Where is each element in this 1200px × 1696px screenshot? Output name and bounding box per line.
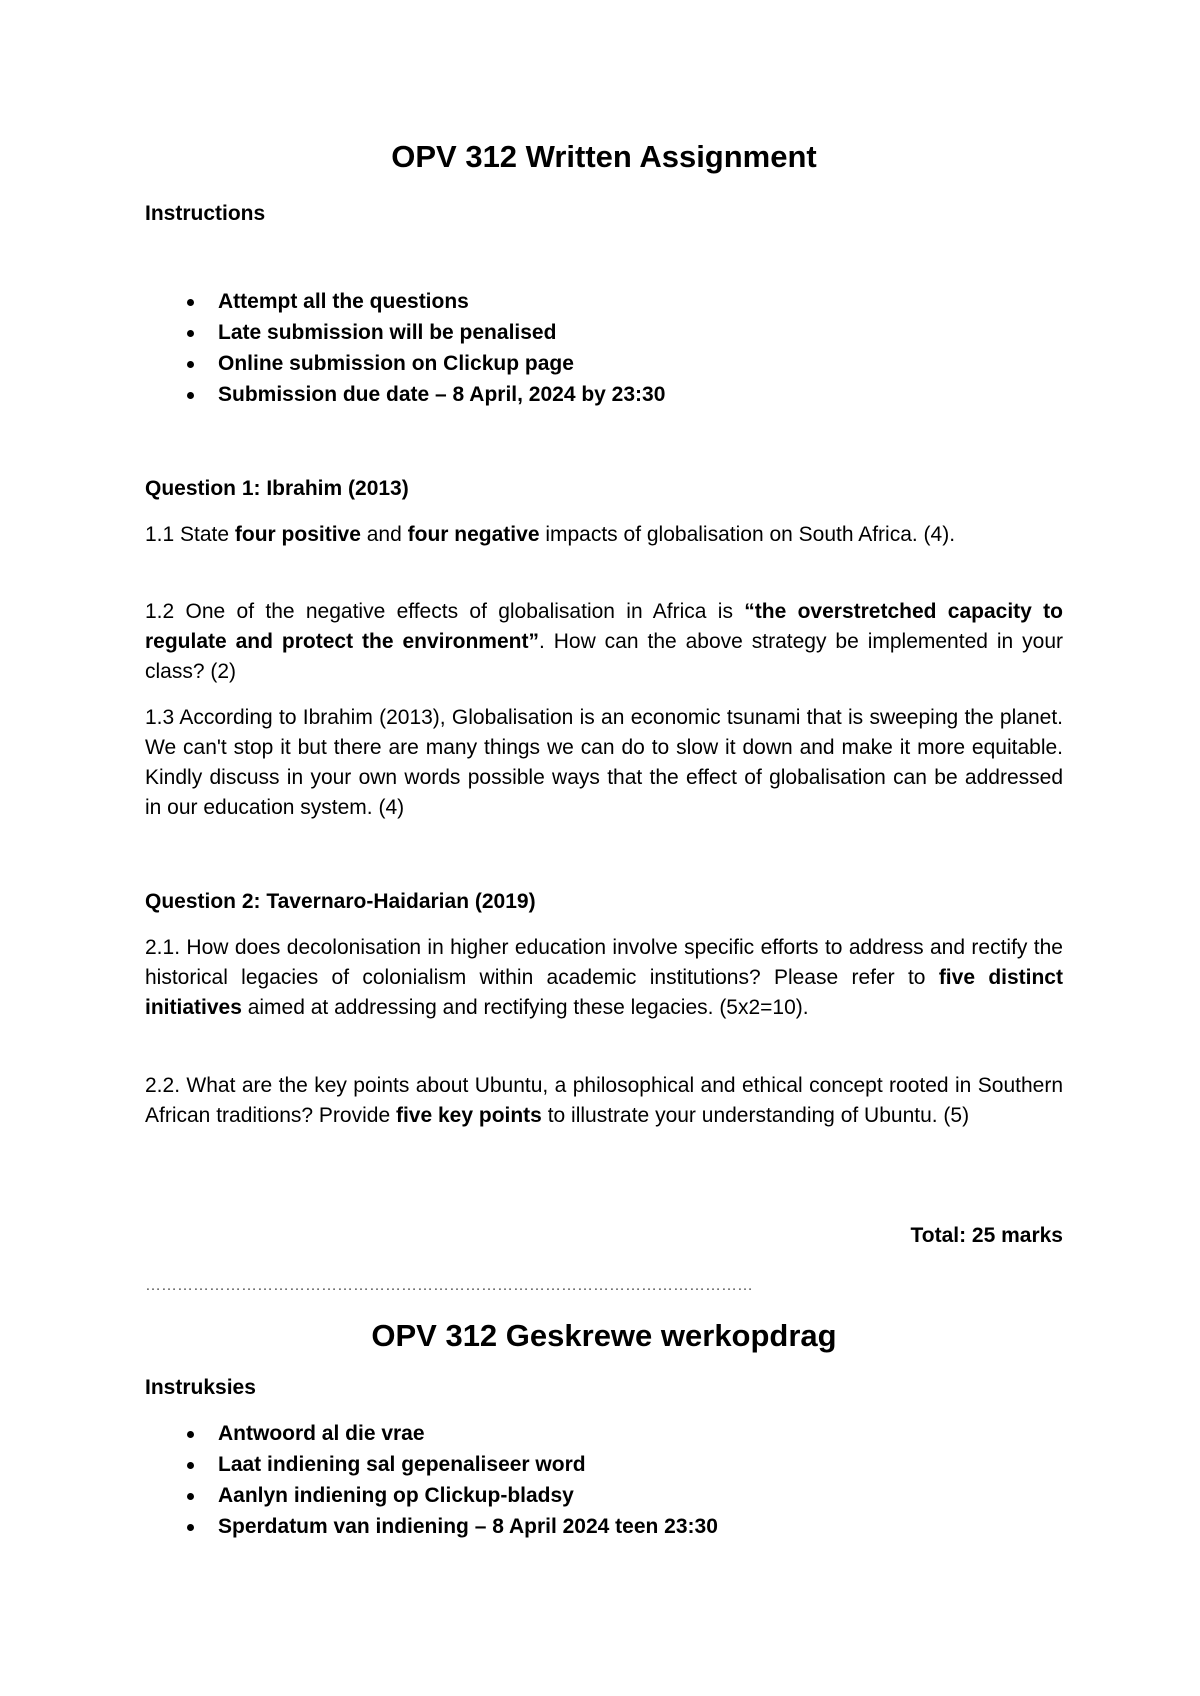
bullet-icon — [187, 330, 194, 337]
list-item: Submission due date – 8 April, 2024 by 23:30 — [145, 379, 1063, 410]
question-2-1: 2.1. How does decolonisation in higher education involve specific efforts to address and rectify the historical legacies of colonialism within academic institutions? Please refer to five distinct initiatives aimed at addressing and rectifying these legacies. (5x2=10). — [145, 936, 1063, 1019]
question-2-2: 2.2. What are the key points about Ubuntu, a philosophical and ethical concept rooted in Southern African traditions? Provide five key points to illustrate your understanding of Ubuntu. (5) — [145, 1074, 1063, 1127]
bullet-icon — [187, 392, 194, 399]
list-item: Laat indiening sal gepenaliseer word — [145, 1449, 1063, 1480]
afrikaans-instructions-list — [145, 1418, 1063, 1542]
bullet-icon — [187, 1431, 194, 1438]
bullet-icon — [187, 361, 194, 368]
list-item: Attempt all the questions — [145, 286, 1063, 317]
list-item: Aanlyn indiening op Clickup-bladsy — [145, 1480, 1063, 1511]
bullet-icon — [187, 1462, 194, 1469]
list-item: Online submission on Clickup page — [145, 348, 1063, 379]
question-1-3: 1.3 According to Ibrahim (2013), Globalisation is an economic tsunami that is sweeping the planet. We can't stop it but there are many things we can do to slow it down and make it more equitable. Kindly discuss in your own words possible ways that the effect of globalisation can be addressed in our education system. (4) — [145, 706, 1063, 819]
page-title: OPV 312 Written Assignment — [391, 139, 817, 174]
section-divider: …………………………………………………………………………………………………… — [145, 1278, 753, 1294]
question-1-heading: Question 1: Ibrahim (2013) — [145, 477, 409, 500]
list-item: Sperdatum van indiening – 8 April 2024 teen 23:30 — [145, 1511, 1063, 1542]
bullet-icon — [187, 1524, 194, 1531]
question-1-2: 1.2 One of the negative effects of globalisation in Africa is “the overstretched capacity to regulate and protect the environment”. How can the above strategy be implemented in your class? (2) — [145, 600, 1063, 683]
bullet-icon — [187, 299, 194, 306]
question-1-1: 1.1 State four positive and four negative impacts of globalisation on South Africa. (4). — [145, 523, 956, 546]
bullet-icon — [187, 1493, 194, 1500]
list-item: Antwoord al die vrae — [145, 1418, 1063, 1449]
list-item: Late submission will be penalised — [145, 317, 1063, 348]
instructions-heading: Instructions — [145, 202, 266, 225]
afrikaans-title: OPV 312 Geskrewe werkopdrag — [371, 1318, 837, 1353]
document-page — [145, 0, 1063, 1696]
afrikaans-instructions-heading: Instruksies — [145, 1376, 256, 1399]
total-marks: Total: 25 marks — [910, 1224, 1063, 1247]
instructions-list — [145, 286, 1063, 410]
question-2-heading: Question 2: Tavernaro-Haidarian (2019) — [145, 890, 536, 913]
